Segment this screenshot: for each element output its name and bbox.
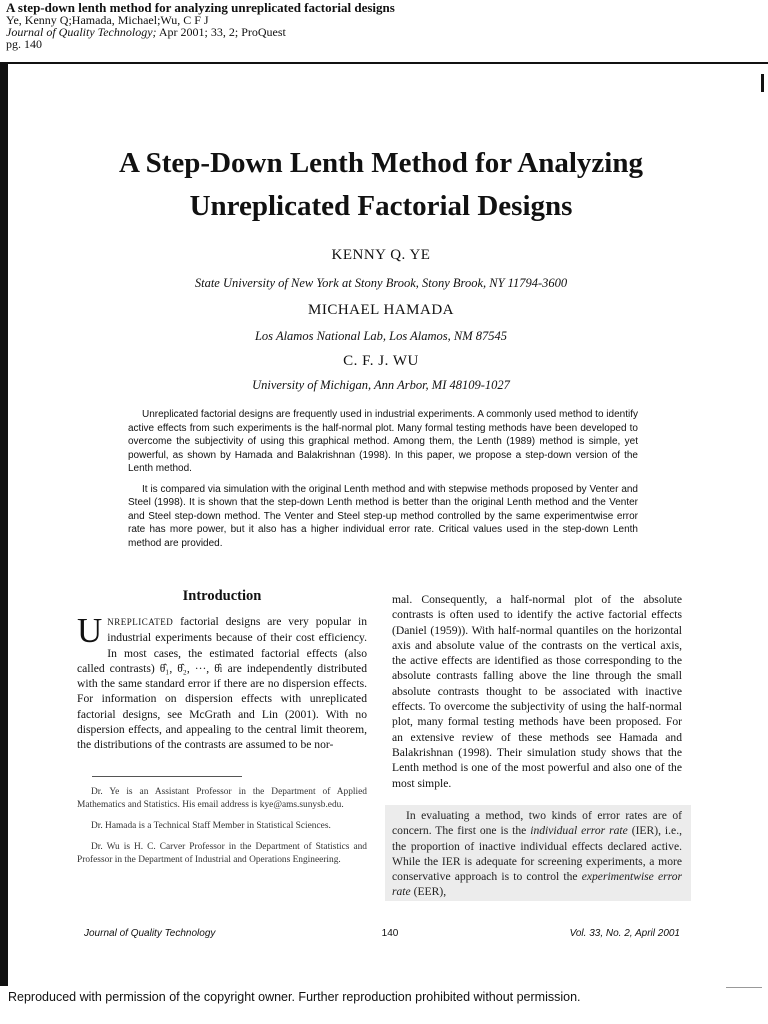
- author-affiliation-2: Los Alamos National Lab, Los Alamos, NM 87545: [254, 329, 507, 343]
- abstract-paragraph-1: Unreplicated factorial designs are frequently used in industrial experiments. A commonly used method to identify active effects from such experiments is the half-normal plot. Many formal testing methods have been developed to overcome the subjectivity of using this graphical method. Among them, the Lenth (1989) method is simple, yet powerful, as shown by Hamada and Balakrishnan (1998). In this paper, we propose a step-down version of the Lenth method.: [128, 409, 638, 474]
- citation-header: [6, 2, 395, 50]
- citation-issue: Apr 2001; 33, 2; ProQuest: [156, 25, 286, 39]
- footnotes: [77, 786, 367, 875]
- scan-left-edge: [0, 64, 8, 986]
- paper-title-line-2: Unreplicated Factorial Designs: [189, 190, 573, 222]
- paper-title: [20, 142, 742, 228]
- left-column: [77, 588, 367, 753]
- author-name-3: C. F. J. WU: [343, 353, 419, 369]
- paper-title-line-1: A Step-Down Lenth Method for Analyzing: [119, 147, 643, 179]
- intro-paragraph-1: [77, 611, 367, 753]
- ier-term: individual error rate: [530, 824, 628, 838]
- section-heading-introduction: Introduction: [182, 588, 262, 604]
- highlighted-paragraph: [392, 808, 682, 900]
- citation-title: A step-down lenth method for analyzing unreplicated factorial designs: [6, 0, 395, 15]
- abstract: [128, 408, 638, 550]
- error-rate-text-a: In evaluating a method, two kinds of error rates are of concern. The first one is the: [392, 809, 682, 838]
- error-rate-text-b: (IER), i.e., the proportion of inactive individual effects declared active. While the IER is adequate for screening experiments, a more conservative approach is to control the: [392, 824, 682, 884]
- error-rate-text-c: (EER),: [410, 885, 447, 899]
- citation-authors: Ye, Kenny Q;Hamada, Michael;Wu, C F J: [6, 13, 209, 27]
- intro-smallcaps: NREPLICATED: [107, 617, 174, 627]
- author-name-2: MICHAEL HAMADA: [307, 302, 455, 318]
- eer-term: experimentwise error rate: [392, 870, 683, 899]
- footer-journal: Journal of Quality Technology: [84, 928, 216, 939]
- abstract-paragraph-2: It is compared via simulation with the original Lenth method and with stepwise methods proposed by Venter and Steel (1998). It is shown that the step-down Lenth method is better than the original Lenth method and the Venter and Steel step-down method. The Venter and Steel step-up method controlled by the same experimentwise error rate has more power, but it also has a higher individual error rate. Critical values used in the step-down Lenth method are provided.: [128, 483, 638, 549]
- drop-cap: U: [77, 611, 103, 650]
- author-affiliation-3: University of Michigan, Ann Arbor, MI 48109-1027: [252, 378, 510, 392]
- scan-top-rule: [0, 62, 768, 64]
- scan-edge-line: [726, 987, 762, 988]
- intro-paragraph-2: mal. Consequently, a half-normal plot of the absolute contrasts is often used to identify the active factorial effects (Daniel (1959)). With half-normal quantiles on the horizontal axis and absolute value of the contrasts on the vertical axis, the active effects are identified as those corresponding to the absolute contrasts falling above the line through the small absolute contrasts thought to be associated with inactive effects. To overcome the subjectivity of using the half-normal plot, many formal testing methods have been proposed. For an extensive review of these methods see Hamada and Balakrishnan (1998). Their simulation study shows that the Lenth method is one of the most powerful and also one of the most simple.: [392, 593, 682, 790]
- reproduction-notice: Reproduced with permission of the copyright owner. Further reproduction prohibited without permission.: [8, 990, 581, 1004]
- footer-volume: Vol. 33, No. 2, April 2001: [569, 928, 680, 939]
- footnote-rule: [92, 776, 242, 777]
- citation-journal: Journal of Quality Technology;: [6, 25, 157, 39]
- author-name-1: KENNY Q. YE: [331, 247, 431, 263]
- author-affiliation-1: State University of New York at Stony Brook, Stony Brook, NY 11794-3600: [194, 276, 568, 290]
- footer-page-number: 140: [381, 928, 399, 939]
- footnote-ye: Dr. Ye is an Assistant Professor in the Department of Applied Mathematics and Statistics. His email address is kye@ams.sunysb.edu.: [77, 787, 367, 810]
- citation-page: pg. 140: [6, 37, 42, 51]
- intro-paragraph-3: [392, 808, 682, 900]
- right-column: [392, 592, 682, 791]
- scan-right-mark: [761, 74, 764, 92]
- intro-paragraph-1-text: factorial designs are very popular in industrial experiments because of their cost efficiency. In most cases, the estimated factorial effects (also called contrasts) θ̂₁, θ̂₂, ···, θ̂ₗ are independently distributed with the same standard error if there are no dispersion effects. For information on dispersion effects with unreplicated factorial designs, see McGrath and Lin (2001). With no dispersion effects, and appealing to the central limit theorem, the distributions of the contrasts are assumed to be nor-: [77, 615, 367, 752]
- footnote-wu: Dr. Wu is H. C. Carver Professor in the Department of Statistics and Professor in the Department of Industrial and Operations Engineering.: [77, 842, 367, 865]
- footnote-hamada: Dr. Hamada is a Technical Staff Member in Statistical Sciences.: [91, 821, 331, 831]
- citation-source: [6, 26, 395, 38]
